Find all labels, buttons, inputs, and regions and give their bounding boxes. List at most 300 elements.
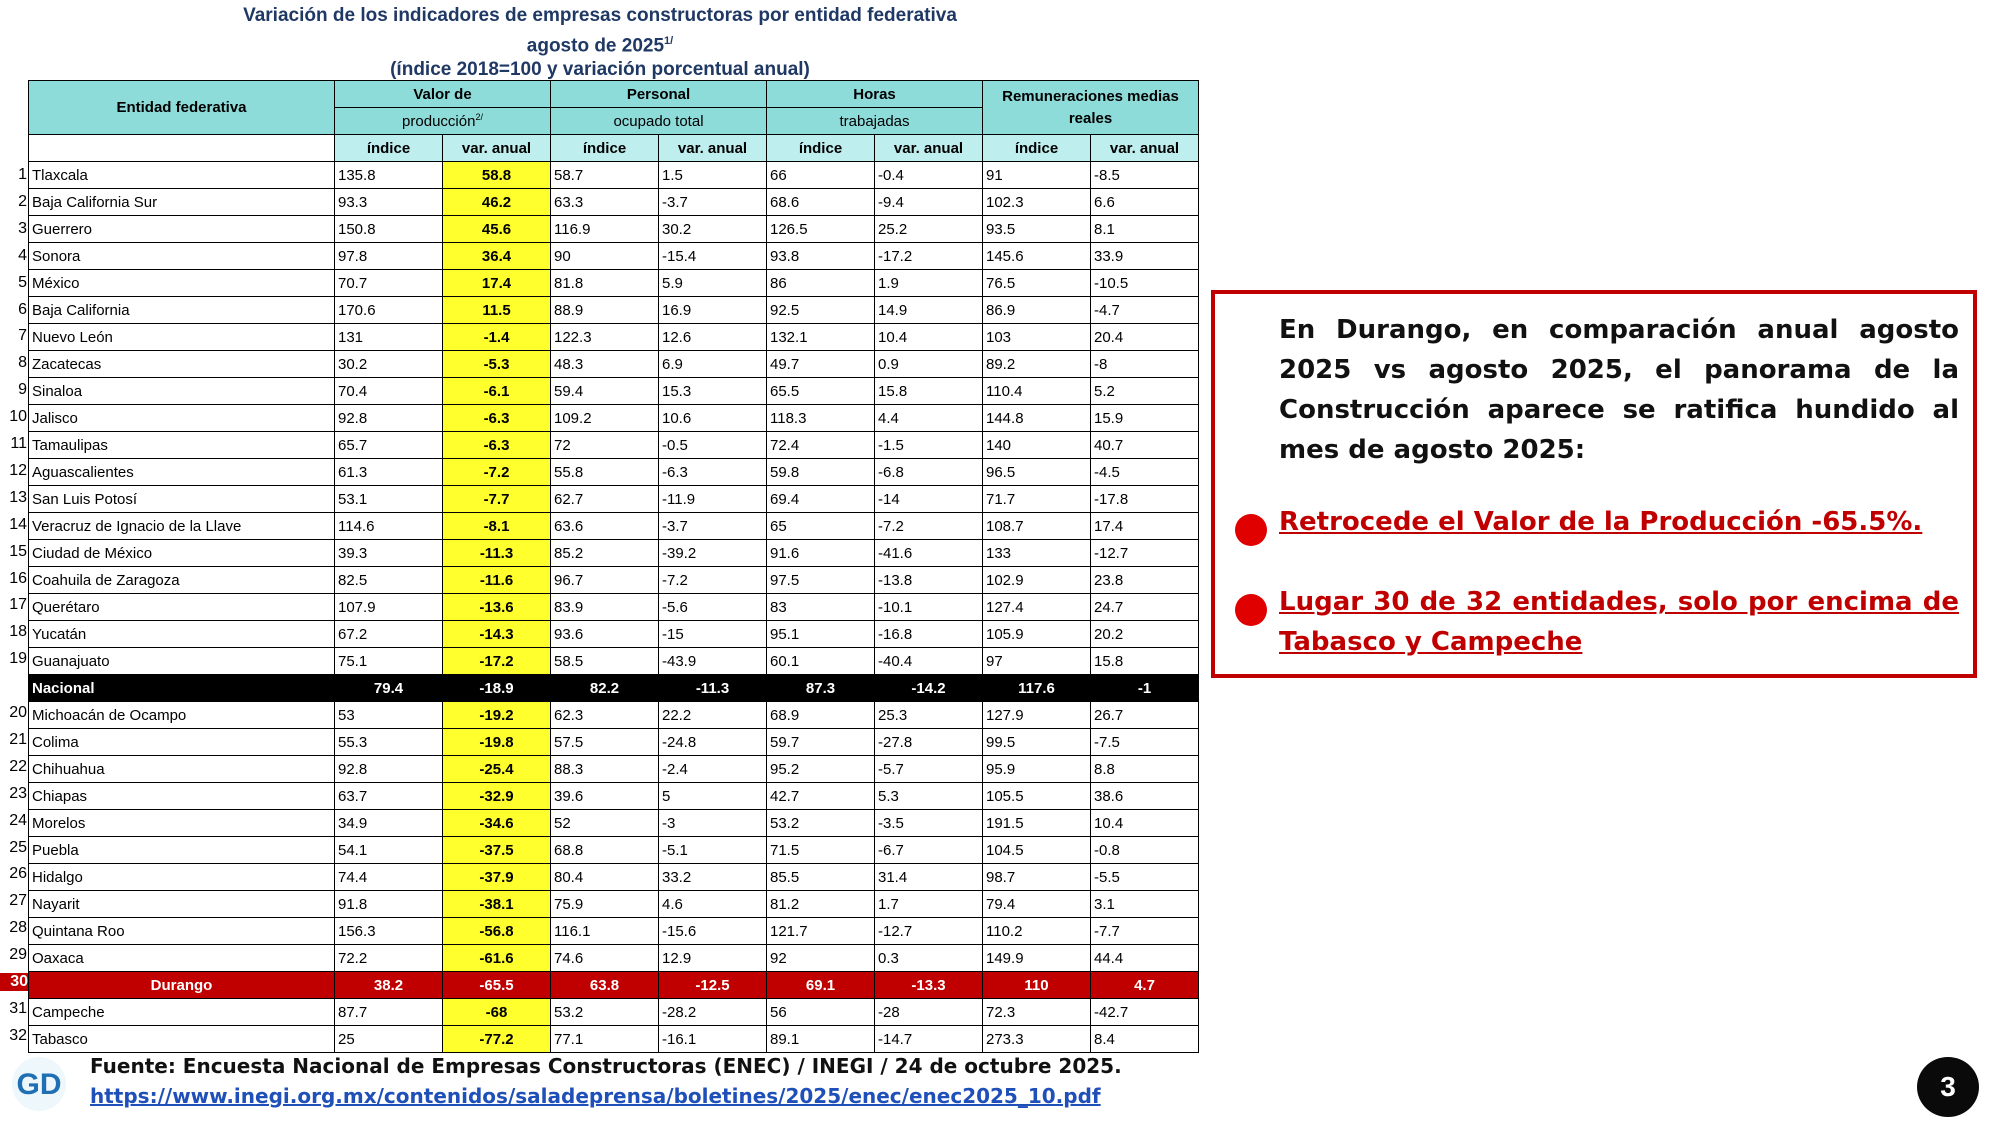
value-cell-pv: 5.9 (659, 270, 767, 297)
value-cell-pi: 63.3 (551, 189, 659, 216)
value-cell-vv: 46.2 (443, 189, 551, 216)
value-cell-hv: 14.9 (875, 297, 983, 324)
value-cell-vi: 72.2 (335, 945, 443, 972)
value-cell-vv: -17.2 (443, 648, 551, 675)
value-cell-vi: 87.7 (335, 999, 443, 1026)
entidad-cell: Baja California Sur (29, 189, 335, 216)
value-cell-rv: -8 (1091, 351, 1199, 378)
value-cell-pi: 116.1 (551, 918, 659, 945)
entidad-cell: Quintana Roo (29, 918, 335, 945)
value-cell-vi: 107.9 (335, 594, 443, 621)
table-row (29, 189, 1199, 216)
row-number: 13 (9, 488, 27, 506)
row-number: 19 (9, 650, 27, 668)
value-cell-vv: 58.8 (443, 162, 551, 189)
value-cell-hi: 49.7 (767, 351, 875, 378)
value-cell-pi: 74.6 (551, 945, 659, 972)
value-cell-pi: 83.9 (551, 594, 659, 621)
value-cell-vv: -65.5 (443, 972, 551, 999)
value-cell-rv: 33.9 (1091, 243, 1199, 270)
table-row (29, 702, 1199, 729)
value-cell-ri: 149.9 (983, 945, 1091, 972)
header-valor-indice: índice (335, 135, 443, 162)
value-cell-hi: 132.1 (767, 324, 875, 351)
value-cell-hv: -12.7 (875, 918, 983, 945)
table-row (29, 864, 1199, 891)
table-row (29, 324, 1199, 351)
row-number: 17 (9, 596, 27, 614)
value-cell-pv: 4.6 (659, 891, 767, 918)
value-cell-pv: -3.7 (659, 513, 767, 540)
table-row (29, 378, 1199, 405)
value-cell-rv: -4.5 (1091, 459, 1199, 486)
value-cell-rv: 5.2 (1091, 378, 1199, 405)
value-cell-pi: 85.2 (551, 540, 659, 567)
value-cell-hi: 59.7 (767, 729, 875, 756)
value-cell-rv: 8.8 (1091, 756, 1199, 783)
entidad-cell: San Luis Potosí (29, 486, 335, 513)
row-number: 30 (0, 973, 28, 991)
value-cell-rv: -10.5 (1091, 270, 1199, 297)
value-cell-rv: 38.6 (1091, 783, 1199, 810)
value-cell-hi: 68.6 (767, 189, 875, 216)
entidad-cell: Campeche (29, 999, 335, 1026)
value-cell-pv: 12.9 (659, 945, 767, 972)
row-number: 5 (18, 273, 27, 291)
row-number: 27 (9, 892, 27, 910)
value-cell-ri: 105.9 (983, 621, 1091, 648)
row-number: 31 (9, 999, 27, 1017)
value-cell-pv: -11.9 (659, 486, 767, 513)
value-cell-pv: -5.1 (659, 837, 767, 864)
table-row (29, 351, 1199, 378)
value-cell-ri: 191.5 (983, 810, 1091, 837)
value-cell-pi: 58.7 (551, 162, 659, 189)
header-personal-indice: índice (551, 135, 659, 162)
value-cell-vv: -5.3 (443, 351, 551, 378)
row-number: 14 (9, 515, 27, 533)
value-cell-vv: -7.2 (443, 459, 551, 486)
value-cell-vv: -68 (443, 999, 551, 1026)
value-cell-pv: -28.2 (659, 999, 767, 1026)
value-cell-rv: -8.5 (1091, 162, 1199, 189)
value-cell-vv: -7.7 (443, 486, 551, 513)
value-cell-hv: -6.7 (875, 837, 983, 864)
value-cell-rv: 15.8 (1091, 648, 1199, 675)
header-valor: Valor de (335, 81, 551, 108)
value-cell-rv: -7.7 (1091, 918, 1199, 945)
value-cell-hi: 95.2 (767, 756, 875, 783)
value-cell-ri: 99.5 (983, 729, 1091, 756)
value-cell-vi: 25 (335, 1026, 443, 1053)
entidad-cell: Guerrero (29, 216, 335, 243)
value-cell-pv: -11.3 (659, 675, 767, 702)
value-cell-pi: 55.8 (551, 459, 659, 486)
value-cell-hi: 66 (767, 162, 875, 189)
entidad-cell: Sinaloa (29, 378, 335, 405)
value-cell-hi: 68.9 (767, 702, 875, 729)
value-cell-hv: -28 (875, 999, 983, 1026)
table-row (29, 297, 1199, 324)
value-cell-vv: -6.1 (443, 378, 551, 405)
value-cell-pi: 39.6 (551, 783, 659, 810)
value-cell-pv: 33.2 (659, 864, 767, 891)
value-cell-vv: -14.3 (443, 621, 551, 648)
durango-callout (1211, 290, 1977, 678)
header-horas-indice: índice (767, 135, 875, 162)
value-cell-hv: -17.2 (875, 243, 983, 270)
value-cell-pv: -15 (659, 621, 767, 648)
value-cell-hv: -16.8 (875, 621, 983, 648)
value-cell-rv: 17.4 (1091, 513, 1199, 540)
entidad-cell: Morelos (29, 810, 335, 837)
value-cell-ri: 102.9 (983, 567, 1091, 594)
value-cell-pv: -24.8 (659, 729, 767, 756)
header-remun-indice: índice (983, 135, 1091, 162)
value-cell-vv: -56.8 (443, 918, 551, 945)
value-cell-pv: 30.2 (659, 216, 767, 243)
entidad-cell: Nacional (29, 675, 335, 702)
entidad-cell: Nuevo León (29, 324, 335, 351)
table-row (29, 405, 1199, 432)
header-horas-2: trabajadas (767, 108, 983, 135)
value-cell-ri: 72.3 (983, 999, 1091, 1026)
entidad-cell: Tlaxcala (29, 162, 335, 189)
value-cell-vv: -38.1 (443, 891, 551, 918)
value-cell-vv: 17.4 (443, 270, 551, 297)
value-cell-ri: 110.4 (983, 378, 1091, 405)
entidad-cell: Hidalgo (29, 864, 335, 891)
value-cell-rv: -12.7 (1091, 540, 1199, 567)
value-cell-pi: 88.3 (551, 756, 659, 783)
table-row (29, 648, 1199, 675)
value-cell-hv: -6.8 (875, 459, 983, 486)
value-cell-hv: 0.3 (875, 945, 983, 972)
value-cell-rv: 20.2 (1091, 621, 1199, 648)
value-cell-vi: 38.2 (335, 972, 443, 999)
value-cell-ri: 144.8 (983, 405, 1091, 432)
value-cell-vi: 91.8 (335, 891, 443, 918)
bullet-icon (1235, 514, 1267, 546)
row-number: 12 (9, 461, 27, 479)
value-cell-pi: 82.2 (551, 675, 659, 702)
value-cell-vv: -34.6 (443, 810, 551, 837)
bullet-icon (1235, 594, 1267, 626)
callout-bullet-2: Lugar 30 de 32 entidades, solo por encima de Tabasco y Campeche (1279, 587, 1959, 657)
value-cell-hi: 81.2 (767, 891, 875, 918)
value-cell-rv: 40.7 (1091, 432, 1199, 459)
value-cell-hv: -14 (875, 486, 983, 513)
row-number: 2 (18, 192, 27, 210)
value-cell-pi: 88.9 (551, 297, 659, 324)
row-number: 11 (10, 435, 27, 452)
header-personal-2: ocupado total (551, 108, 767, 135)
value-cell-hi: 65.5 (767, 378, 875, 405)
source-text: Fuente: Encuesta Nacional de Empresas Constructoras (ENEC) / INEGI / 24 de octubre 2025. (90, 1054, 1122, 1078)
value-cell-ri: 96.5 (983, 459, 1091, 486)
row-number: 29 (9, 946, 27, 964)
row-number: 18 (9, 623, 27, 641)
value-cell-vi: 82.5 (335, 567, 443, 594)
entidad-cell: Puebla (29, 837, 335, 864)
entidad-cell: Querétaro (29, 594, 335, 621)
value-cell-pi: 116.9 (551, 216, 659, 243)
row-number: 21 (9, 730, 27, 748)
value-cell-vi: 92.8 (335, 405, 443, 432)
value-cell-vi: 55.3 (335, 729, 443, 756)
value-cell-pv: -16.1 (659, 1026, 767, 1053)
value-cell-hv: 0.9 (875, 351, 983, 378)
value-cell-vi: 74.4 (335, 864, 443, 891)
entidad-cell: Colima (29, 729, 335, 756)
header-remun-var: var. anual (1091, 135, 1199, 162)
value-cell-ri: 117.6 (983, 675, 1091, 702)
value-cell-vi: 135.8 (335, 162, 443, 189)
callout-bullet-1: Retrocede el Valor de la Producción -65.5%. (1279, 507, 1923, 537)
value-cell-vi: 97.8 (335, 243, 443, 270)
value-cell-ri: 79.4 (983, 891, 1091, 918)
value-cell-pv: -3 (659, 810, 767, 837)
value-cell-pi: 63.8 (551, 972, 659, 999)
value-cell-vv: -37.9 (443, 864, 551, 891)
value-cell-pv: -0.5 (659, 432, 767, 459)
value-cell-ri: 89.2 (983, 351, 1091, 378)
table-row (29, 513, 1199, 540)
value-cell-pv: -39.2 (659, 540, 767, 567)
value-cell-vv: -1.4 (443, 324, 551, 351)
value-cell-vi: 54.1 (335, 837, 443, 864)
value-cell-ri: 86.9 (983, 297, 1091, 324)
value-cell-ri: 127.4 (983, 594, 1091, 621)
value-cell-hv: 25.3 (875, 702, 983, 729)
entidad-cell: Nayarit (29, 891, 335, 918)
table-row (29, 783, 1199, 810)
value-cell-vi: 63.7 (335, 783, 443, 810)
value-cell-pi: 90 (551, 243, 659, 270)
value-cell-rv: -42.7 (1091, 999, 1199, 1026)
entidad-cell: Coahuila de Zaragoza (29, 567, 335, 594)
row-number: 3 (18, 219, 27, 237)
gd-logo-icon (6, 1056, 72, 1112)
value-cell-vv: -25.4 (443, 756, 551, 783)
value-cell-rv: 6.6 (1091, 189, 1199, 216)
value-cell-pv: 22.2 (659, 702, 767, 729)
callout-intro: En Durango, en comparación anual agosto 2025 vs agosto 2025, el panorama de la Construcción aparece se ratifica hundido al mes de agosto 2025: (1279, 315, 1959, 465)
row-number: 26 (9, 865, 27, 883)
header-valor-2: producción$^{2/}$ (335, 108, 551, 135)
value-cell-vv: 36.4 (443, 243, 551, 270)
row-number: 8 (18, 354, 27, 372)
value-cell-ri: 133 (983, 540, 1091, 567)
value-cell-pi: 81.8 (551, 270, 659, 297)
value-cell-pi: 53.2 (551, 999, 659, 1026)
value-cell-ri: 140 (983, 432, 1091, 459)
value-cell-hv: 25.2 (875, 216, 983, 243)
entidad-cell: Jalisco (29, 405, 335, 432)
value-cell-ri: 76.5 (983, 270, 1091, 297)
table-row (29, 675, 1199, 702)
value-cell-ri: 145.6 (983, 243, 1091, 270)
table-row (29, 459, 1199, 486)
value-cell-pi: 77.1 (551, 1026, 659, 1053)
value-cell-vi: 156.3 (335, 918, 443, 945)
entidad-cell: Yucatán (29, 621, 335, 648)
value-cell-rv: -4.7 (1091, 297, 1199, 324)
value-cell-vi: 131 (335, 324, 443, 351)
value-cell-ri: 127.9 (983, 702, 1091, 729)
value-cell-pv: 1.5 (659, 162, 767, 189)
table-row (29, 594, 1199, 621)
value-cell-hv: -10.1 (875, 594, 983, 621)
value-cell-vv: 45.6 (443, 216, 551, 243)
table-row (29, 837, 1199, 864)
value-cell-hi: 53.2 (767, 810, 875, 837)
value-cell-pi: 57.5 (551, 729, 659, 756)
row-number: 15 (9, 542, 27, 560)
value-cell-hi: 85.5 (767, 864, 875, 891)
table-row (29, 891, 1199, 918)
value-cell-hi: 69.1 (767, 972, 875, 999)
value-cell-pv: -3.7 (659, 189, 767, 216)
value-cell-vi: 93.3 (335, 189, 443, 216)
row-number: 10 (9, 408, 27, 426)
value-cell-vi: 70.7 (335, 270, 443, 297)
page-number: 3 (1917, 1057, 1979, 1117)
entidad-cell: Chiapas (29, 783, 335, 810)
entidad-cell: Veracruz de Ignacio de la Llave (29, 513, 335, 540)
entidad-cell: Chihuahua (29, 756, 335, 783)
header-entidad: Entidad federativa (29, 81, 335, 135)
value-cell-vi: 79.4 (335, 675, 443, 702)
source-link[interactable]: https://www.inegi.org.mx/contenidos/saladeprensa/boletines/2025/enec/enec2025_10.pdf (90, 1084, 1101, 1108)
value-cell-rv: 26.7 (1091, 702, 1199, 729)
value-cell-vv: 11.5 (443, 297, 551, 324)
entidad-cell: Ciudad de México (29, 540, 335, 567)
table-row (29, 918, 1199, 945)
value-cell-pi: 52 (551, 810, 659, 837)
table-row (29, 486, 1199, 513)
table-row (29, 216, 1199, 243)
value-cell-ri: 93.5 (983, 216, 1091, 243)
value-cell-hv: -13.8 (875, 567, 983, 594)
value-cell-hi: 59.8 (767, 459, 875, 486)
value-cell-hi: 56 (767, 999, 875, 1026)
value-cell-hv: -27.8 (875, 729, 983, 756)
entidad-cell: Tamaulipas (29, 432, 335, 459)
table-row (29, 729, 1199, 756)
value-cell-pi: 109.2 (551, 405, 659, 432)
value-cell-hi: 95.1 (767, 621, 875, 648)
value-cell-ri: 98.7 (983, 864, 1091, 891)
value-cell-pv: -2.4 (659, 756, 767, 783)
value-cell-vi: 53.1 (335, 486, 443, 513)
value-cell-vv: -11.6 (443, 567, 551, 594)
row-number: 20 (9, 704, 27, 721)
value-cell-hv: -13.3 (875, 972, 983, 999)
table-row (29, 432, 1199, 459)
value-cell-hi: 97.5 (767, 567, 875, 594)
value-cell-vv: -37.5 (443, 837, 551, 864)
value-cell-hv: 1.7 (875, 891, 983, 918)
value-cell-rv: 8.1 (1091, 216, 1199, 243)
value-cell-hv: 1.9 (875, 270, 983, 297)
entidad-cell: Tabasco (29, 1026, 335, 1053)
value-cell-vv: -32.9 (443, 783, 551, 810)
table-row (29, 945, 1199, 972)
value-cell-hi: 126.5 (767, 216, 875, 243)
value-cell-pv: 6.9 (659, 351, 767, 378)
value-cell-hi: 92.5 (767, 297, 875, 324)
value-cell-pi: 68.8 (551, 837, 659, 864)
value-cell-rv: 10.4 (1091, 810, 1199, 837)
value-cell-pi: 59.4 (551, 378, 659, 405)
value-cell-vv: -6.3 (443, 432, 551, 459)
value-cell-vi: 114.6 (335, 513, 443, 540)
value-cell-pv: -7.2 (659, 567, 767, 594)
value-cell-hi: 92 (767, 945, 875, 972)
value-cell-rv: -5.5 (1091, 864, 1199, 891)
value-cell-vv: -13.6 (443, 594, 551, 621)
value-cell-hi: 69.4 (767, 486, 875, 513)
entidad-cell: Baja California (29, 297, 335, 324)
value-cell-rv: 3.1 (1091, 891, 1199, 918)
value-cell-vv: -61.6 (443, 945, 551, 972)
value-cell-pi: 58.5 (551, 648, 659, 675)
value-cell-ri: 273.3 (983, 1026, 1091, 1053)
value-cell-hi: 89.1 (767, 1026, 875, 1053)
value-cell-rv: -0.8 (1091, 837, 1199, 864)
value-cell-rv: 4.7 (1091, 972, 1199, 999)
value-cell-pv: -15.4 (659, 243, 767, 270)
row-number: 32 (9, 1026, 27, 1044)
entidad-cell: Sonora (29, 243, 335, 270)
value-cell-vi: 30.2 (335, 351, 443, 378)
value-cell-hi: 83 (767, 594, 875, 621)
value-cell-pi: 93.6 (551, 621, 659, 648)
value-cell-rv: -7.5 (1091, 729, 1199, 756)
table-row (29, 162, 1199, 189)
value-cell-vi: 53 (335, 702, 443, 729)
header-personal: Personal (551, 81, 767, 108)
header-personal-var: var. anual (659, 135, 767, 162)
value-cell-pv: -15.6 (659, 918, 767, 945)
value-cell-hi: 93.8 (767, 243, 875, 270)
value-cell-pi: 63.6 (551, 513, 659, 540)
value-cell-hi: 71.5 (767, 837, 875, 864)
row-number: 25 (9, 838, 27, 856)
value-cell-hv: -9.4 (875, 189, 983, 216)
value-cell-pv: -5.6 (659, 594, 767, 621)
entidad-cell: Michoacán de Ocampo (29, 702, 335, 729)
value-cell-ri: 110 (983, 972, 1091, 999)
value-cell-hv: -1.5 (875, 432, 983, 459)
value-cell-pv: 16.9 (659, 297, 767, 324)
value-cell-pi: 80.4 (551, 864, 659, 891)
value-cell-hv: -40.4 (875, 648, 983, 675)
table-row (29, 540, 1199, 567)
row-number: 16 (9, 569, 27, 587)
value-cell-hv: -0.4 (875, 162, 983, 189)
value-cell-vv: -19.8 (443, 729, 551, 756)
value-cell-vi: 67.2 (335, 621, 443, 648)
header-horas: Horas (767, 81, 983, 108)
value-cell-pi: 75.9 (551, 891, 659, 918)
row-number: 24 (9, 811, 27, 829)
value-cell-hi: 42.7 (767, 783, 875, 810)
value-cell-ri: 91 (983, 162, 1091, 189)
value-cell-hv: 4.4 (875, 405, 983, 432)
value-cell-pv: -43.9 (659, 648, 767, 675)
